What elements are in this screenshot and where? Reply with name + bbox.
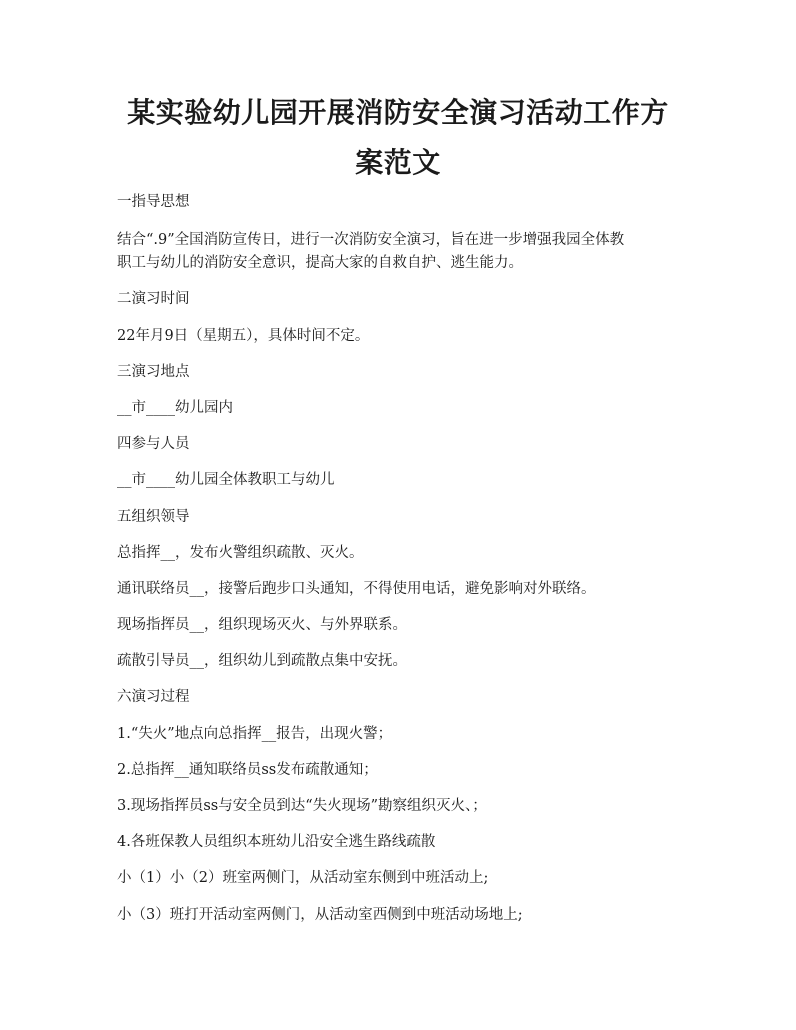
heading-participants: 四参与人员 — [117, 436, 190, 452]
paragraph-line: 疏散引导员__，组织幼儿到疏散点集中安抚。 — [117, 653, 407, 669]
document-title — [100, 88, 696, 188]
heading-organization: 五组织领导 — [117, 509, 190, 525]
paragraph-line: 现场指挥员__，组织现场灭火、与外界联系。 — [117, 617, 407, 633]
heading-guiding-ideology: 一指导思想 — [117, 194, 190, 210]
title-line-2: 案范文 — [355, 146, 441, 179]
paragraph-line: 小（1）小（2）班室两侧门，从活动室东侧到中班活动上; — [117, 870, 489, 886]
paragraph-line: 总指挥__，发布火警组织疏散、灭火。 — [117, 545, 364, 561]
paragraph-line: 3.现场指挥员ss与安全员到达“失火现场”勘察组织灭火、； — [117, 798, 487, 814]
paragraph-line: 1.“失火”地点向总指挥__报告，出现火警； — [117, 726, 393, 742]
paragraph-line: 4.各班保教人员组织本班幼儿沿安全逃生路线疏散 — [117, 834, 436, 850]
heading-drill-process: 六演习过程 — [117, 689, 190, 705]
paragraph-line: 小（3）班打开活动室两侧门，从活动室西侧到中班活动场地上; — [117, 907, 523, 923]
paragraph-line: 职工与幼儿的消防安全意识，提高大家的自救自护、逃生能力。 — [117, 255, 523, 271]
heading-drill-time: 二演习时间 — [117, 291, 190, 307]
paragraph-line: __市____幼儿园全体教职工与幼儿 — [117, 472, 335, 488]
paragraph-line: 通讯联络员__，接警后跑步口头通知，不得使用电话，避免影响对外联络。 — [117, 581, 596, 597]
paragraph-line: 2.总指挥__通知联络员ss发布疏散通知； — [117, 762, 378, 778]
heading-drill-location: 三演习地点 — [117, 364, 190, 380]
paragraph-line: __市____幼儿园内 — [117, 400, 233, 416]
title-line-1: 某实验幼儿园开展消防安全演习活动工作方 — [127, 96, 669, 129]
paragraph-line: 结合“.9”全国消防宣传日，进行一次消防安全演习，旨在进一步增强我园全体教 — [117, 232, 625, 248]
paragraph-line: 22年月9日（星期五），具体时间不定。 — [117, 328, 370, 344]
